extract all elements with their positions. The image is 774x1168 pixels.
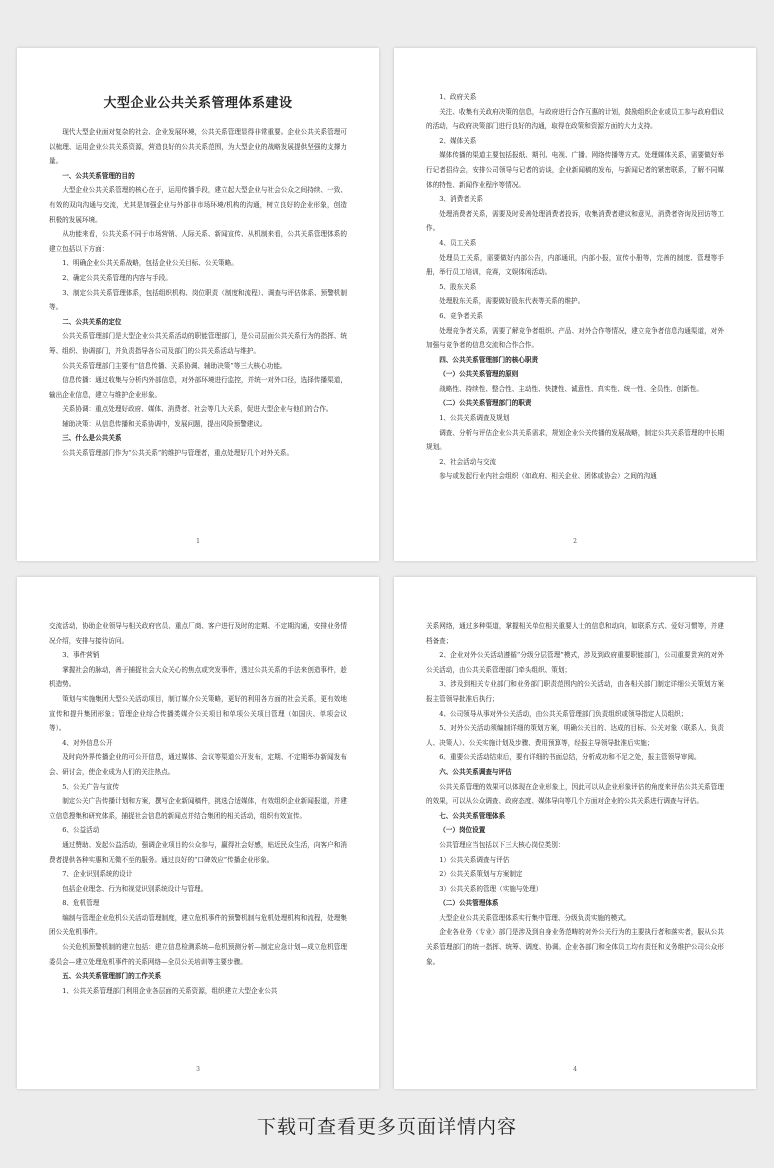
page-number: 3 xyxy=(196,1066,200,1073)
section-heading: 二、公共关系的定位 xyxy=(62,317,122,326)
paragraph: 2、确定公共关系管理的内容与手段。 xyxy=(62,273,172,282)
paragraph: 3）公共关系的管理（实施与处理） xyxy=(439,884,543,893)
paragraph: 5、股东关系 xyxy=(439,282,477,291)
paragraph: 6、公益活动 xyxy=(62,826,100,835)
paragraph: 编制与管理企业危机公关活动管理制度，建立危机事件的预警机制与危机处理机构和流程，处理集团公关危机事件。 xyxy=(49,913,347,937)
paragraph: 3、消费者关系 xyxy=(439,195,483,204)
section-heading: 五、公共关系管理部门的工作关系 xyxy=(62,972,162,981)
section-heading: （二）公共管理体系 xyxy=(439,899,499,908)
paragraph: 关系网络，通过多种渠道，掌握相关单位相关重要人士的信息和动向，如联系方式、爱好习惯等，并建档备查； xyxy=(426,622,724,645)
paragraph: 包括企业理念、行为和视觉识别系统设计与管理。 xyxy=(62,884,208,893)
paragraph: 信息传播：通过收集与分析内外部信息，对外部环境进行监控，并统一对外口径，选择传播渠道，输出企业信息，建立与维护企业形象。 xyxy=(49,376,347,399)
paragraph: 处理员工关系，需要做好内部公告，内部通讯，内部小报，宣传小册等，完善的制度、管理等手册，举行员工培训，竞赛，文娱体闲活动。 xyxy=(426,253,724,277)
paragraph: 公共管理应当包括以下三大核心岗位类别： xyxy=(439,840,565,849)
paragraph: 1）公共关系调查与评估 xyxy=(439,855,510,864)
paragraph: 调查、分析与评估企业公共关系需求，规划企业公关传播的发展战略，制定公共关系管理的中长期规划。 xyxy=(426,428,724,452)
paragraph: 6、重要公关活动结束后，要有详细的书面总结，分析成功和不足之处，报主管领导审阅。 xyxy=(439,753,701,762)
paragraph: 公共关系管理部门是大型企业公共关系活动的职能管理部门，是公司层面公共关系行为的指挥、统筹、组织、协调部门，并负责指导各公司及部门的公共关系活动与维护。 xyxy=(49,332,347,355)
paragraph: 4、公司领导从事对外公关活动，由公共关系管理部门负责组织或领导指定人员组织； xyxy=(439,709,688,718)
paragraph: 5、对外公关活动须编制详细的策划方案，明确公关目的、达成的目标、公关对象（联系人、负责人、决策人）、公关实施计划及步骤、费用预算等，经报主导领导批准后实施； xyxy=(426,724,724,747)
document-title: 大型企业公共关系管理体系建设 xyxy=(103,96,293,111)
page-body xyxy=(49,619,347,998)
paragraph: 2、媒体关系 xyxy=(439,136,477,145)
document-page-3 xyxy=(17,577,379,1089)
page-body xyxy=(426,90,724,484)
page-number: 1 xyxy=(196,538,200,545)
paragraph: 处理消费者关系，需要及时妥善处理消费者投诉，收集消费者建议和意见，消费者咨询及回访等工作。 xyxy=(426,209,724,233)
paragraph: 公共关系管理部门作为“公共关系”的维护与管理者，重点处理好几个对外关系。 xyxy=(62,449,294,458)
paragraph: 辅助决策：从信息传播和关系协调中，发展问题，提出风险预警建议。 xyxy=(62,419,267,428)
paragraph: 掌握社会的脉动，善于捕捉社会大众关心的焦点或突发事件，透过公共关系的手法来创造事件，趁机造势。 xyxy=(49,665,347,689)
page-body xyxy=(49,125,347,461)
paragraph: 1、公共关系管理部门利用企业各层面的关系资源，组织建立大型企业公共 xyxy=(62,986,278,995)
paragraph: 2）公共关系策划与方案制定 xyxy=(439,870,523,879)
page-number: 2 xyxy=(573,538,577,545)
page-body xyxy=(426,619,724,969)
document-page-1 xyxy=(17,48,379,561)
paragraph: 及时向外界传播企业的可公开信息，通过媒体、会议等渠道公开发布，定期、不定期举办新闻发布会、研讨会，使企业成为人们的关注热点。 xyxy=(49,753,347,776)
paragraph: 通过赞助、发起公益活动，强调企业项目的公众参与，赢得社会好感，贴近民众生活，向客户和消费者提供各种实惠和无微不至的服务。通过良好的“口碑效应”传播企业形象。 xyxy=(49,840,347,864)
section-heading: （一）公共关系管理的原则 xyxy=(439,370,519,379)
paragraph: 3、制定公共关系管理体系，包括组织机构、岗位职责（制度和流程）、调查与评估体系、预警机制等。 xyxy=(49,288,347,312)
paragraph: 媒体传播的渠道主要包括报纸、期刊、电视、广播、网络传播等方式。处理媒体关系，需要做好举行记者招待会，安排公司领导与记者的访谈，企业新闻稿的发布，与新闻记者的紧密联系，了解不同媒体的特性、新闻作业程序等情况。 xyxy=(426,151,724,189)
paragraph: 关系协调：重点处理好政府、媒体、消费者、社会等几大关系，促进大型企业与他们的合作。 xyxy=(62,405,333,414)
paragraph: 8、危机管理 xyxy=(62,899,100,908)
page-number: 4 xyxy=(573,1066,577,1073)
section-heading: （二）公共关系管理部门的职责 xyxy=(439,399,532,408)
paragraph: 公共关系管理的效果可以体现在企业形象上，因此可以从企业形象评估的角度来评估公共关系管理的效果，可以从公众调查、政府态度、媒体导向等几个方面对企业的公共关系进行调查与评估。 xyxy=(426,782,724,806)
footer-banner[interactable]: 下载可查看更多页面详情内容 xyxy=(256,1116,517,1138)
paragraph: 6、竞争者关系 xyxy=(439,311,483,320)
paragraph: 参与或发起行业内社会组织（如政府、相关企业、团体或协会）之间的沟通 xyxy=(439,472,657,481)
paragraph: 关注、收集有关政府决策的信息，与政府进行合作互惠的计划，鼓励组织企业或员工参与政府倡议的活动，与政府决策部门进行良好的沟通，取得在政策和资源方面的大力支持。 xyxy=(426,107,724,131)
paragraph: 7、企业识别系统的设计 xyxy=(62,870,133,879)
paragraph: 1、政府关系 xyxy=(439,93,477,101)
paragraph: 从功能来看，公共关系不同于市场营销、人际关系、新闻宣传、从机制来看，公共关系管理体系的建立包括以下方面： xyxy=(49,230,347,253)
paragraph: 处理股东关系，需要做好股东代表等关系的维护。 xyxy=(439,297,585,306)
paragraph: 处理竞争者关系，需要了解竞争者组织、产品、对外合作等情况，建立竞争者信息沟通渠道，对外加强与竞争者的信息交流和合作合作。 xyxy=(426,326,724,350)
paragraph: 1、公共关系调查及规划 xyxy=(439,414,510,423)
paragraph: 交流活动，协助企业领导与相关政府官员、重点厂商、客户进行及时的定期、不定期沟通，安排业务情况介绍，安排与接待访问。 xyxy=(49,622,347,645)
section-heading: （一）岗位设置 xyxy=(439,826,486,835)
paragraph: 4、员工关系 xyxy=(439,238,477,247)
paragraph: 3、涉及到相关专业部门和业务部门职责范围内的公关活动，由各相关部门制定详细公关策划方案报主管领导批准后执行； xyxy=(426,680,724,703)
section-heading: 一、公共关系管理的目的 xyxy=(62,171,135,180)
paragraph: 策划与实施集团大型公关活动项目，制订媒介公关策略，更好的利用各方面的社会关系，更有效地宣传和提升集团形象；管理企业综合传播类媒介公关项目和单项公关项目管理（如国庆、单项会议等）。 xyxy=(49,694,347,733)
paragraph: 2、社会活动与交流 xyxy=(439,457,497,466)
paragraph: 3、事件营销 xyxy=(62,651,100,660)
paragraph: 2、企业对外公关活动遵循“分级分层管理”模式，涉及到政府重要职能部门，公司重要贵宾的对外公关活动，由公共关系管理部门牵头组织、策划； xyxy=(426,651,724,674)
section-heading: 六、公共关系调查与评估 xyxy=(439,767,512,776)
paragraph: 5、公关广告与宣传 xyxy=(62,782,120,791)
paragraph: 公关危机预警机制的建立包括：建立信息检测系统—危机预测分析—制定应急计划—成立危机管理委员会—建立处理危机事件的关系网络—全员公关培训等主要步骤。 xyxy=(49,943,347,966)
paragraph: 公共关系管理部门主要有“信息传播、关系协调、辅助决策”等三大核心功能。 xyxy=(62,361,287,370)
section-heading: 三、什么是公共关系 xyxy=(62,434,122,443)
paragraph: 现代大型企业面对复杂的社会、企业发展环境，公共关系管理显得非常重要。企业公共关系管理可以梳理、运用企业公共关系资源，营造良好的公共关系范围，为大型企业的战略发展提供坚强的支撑力量。 xyxy=(49,128,347,166)
section-heading: 四、公共关系管理部门的核心职责 xyxy=(439,355,539,364)
paragraph: 4、对外信息公开 xyxy=(62,738,113,747)
paragraph: 战略性、持续性、整合性、主动性、快捷性、诚意性、真实性、统一性、全员性、创新性。 xyxy=(439,384,703,393)
paragraph: 大型企业公共关系管理体系实行集中管理、分级负责实施的模式。 xyxy=(439,913,631,922)
section-heading: 七、公共关系管理体系 xyxy=(439,811,506,820)
paragraph: 大型企业公共关系管理的核心在于，运用传播手段，建立起大型企业与社会公众之间持续、一致、有效的双向沟通与交流，尤其是加强企业与外部非市场环境/机构的沟通，树立良好的企业形象，创造积极的发展环境。 xyxy=(49,186,347,224)
document-page-2 xyxy=(394,48,756,561)
paragraph: 企业各业务（专业）部门是涉及到自身业务范畴的对外公关行为的主要执行者和落实者，服从公共关系管理部门的统一指挥、统筹、调度、协调。企业各部门和全体员工均有责任和义务维护公司公众形象。 xyxy=(426,928,724,966)
document-page-4 xyxy=(394,577,756,1089)
paragraph: 制定公关广告传播计划和方案，撰写企业新闻稿件，挑选合适媒体，有效组织企业新闻报道，并建立信息搜集和研究体系，捕捉社会信息的新闻点并结合集团的相关活动，组织有效宣传。 xyxy=(49,797,347,820)
paragraph: 1、明确企业公共关系战略，包括企业公关目标、公关策略。 xyxy=(62,259,238,268)
